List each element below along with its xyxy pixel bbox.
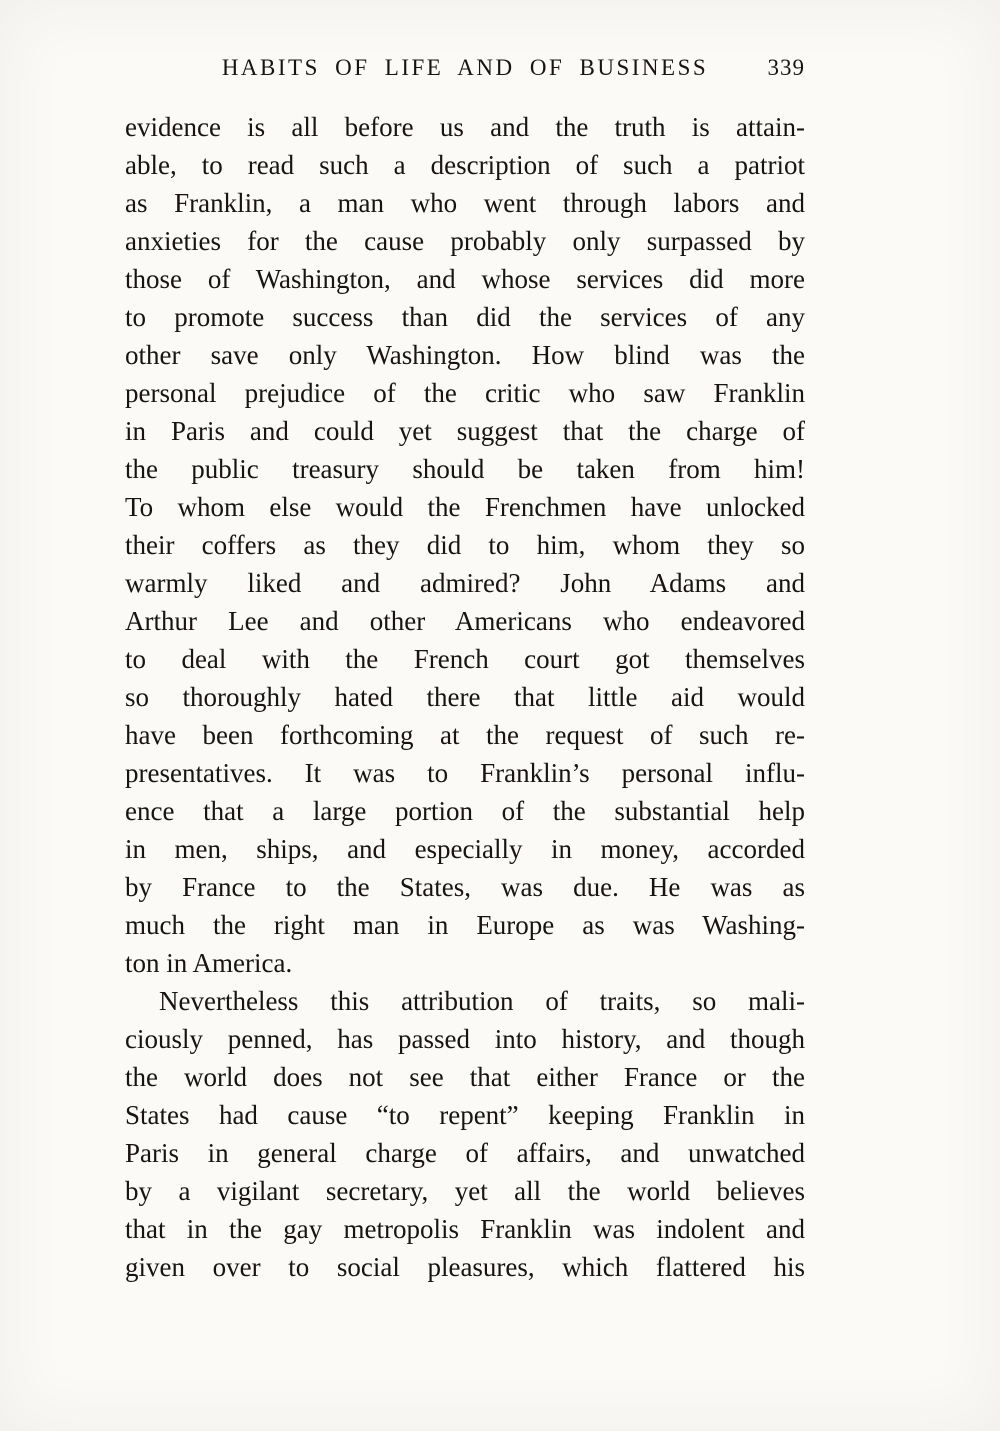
text-line: that in the gay metropolis Franklin was indolent and [125,1214,805,1244]
text-line: the public treasury should be taken from him! [125,454,805,484]
text-line: in Paris and could yet suggest that the charge of [125,416,805,446]
text-line: much the right man in Europe as was Washing- [125,910,805,940]
text-line: the world does not see that either France or the [125,1062,805,1092]
page-number: 339 [767,55,805,80]
text-line: their coffers as they did to him, whom they so [125,530,805,560]
text-line: Arthur Lee and other Americans who endeavored [125,606,805,636]
text-line: to promote success than did the services of any [125,302,805,332]
text-line: those of Washington, and whose services did more [125,264,805,294]
text-line: To whom else would the Frenchmen have unlocked [125,492,805,522]
text-line: anxieties for the cause probably only surpassed by [125,226,805,256]
running-head-title: HABITS OF LIFE AND OF BUSINESS [221,55,709,80]
text-line: ton in America. [125,948,293,978]
text-line: personal prejudice of the critic who saw Franklin [125,378,805,408]
text-line: warmly liked and admired? John Adams and [125,568,805,598]
paragraph [125,982,805,1286]
text-line: in men, ships, and especially in money, accorded [125,834,805,864]
text-line: given over to social pleasures, which flattered his [125,1252,805,1282]
text-line: Paris in general charge of affairs, and unwatched [125,1138,805,1168]
body-text [125,108,805,1286]
text-line: States had cause “to repent” keeping Franklin in [125,1100,805,1130]
text-line: by a vigilant secretary, yet all the world believes [125,1176,805,1206]
text-line: Nevertheless this attribution of traits, so mali- [159,986,805,1016]
text-line: other save only Washington. How blind was the [125,340,805,370]
text-line: ence that a large portion of the substantial help [125,796,805,826]
text-line: evidence is all before us and the truth is attain- [125,112,805,142]
text-line: by France to the States, was due. He was as [125,872,805,902]
text-line: presentatives. It was to Franklin’s personal influ- [125,758,805,788]
text-line: to deal with the French court got themselves [125,644,805,674]
text-line: able, to read such a description of such a patriot [125,150,805,180]
text-column [125,54,805,1286]
text-line: ciously penned, has passed into history, and though [125,1024,805,1054]
text-line: as Franklin, a man who went through labors and [125,188,805,218]
text-line: so thoroughly hated there that little aid would [125,682,805,712]
running-head [125,54,805,82]
text-line: have been forthcoming at the request of such re- [125,720,805,750]
paragraph [125,108,805,982]
